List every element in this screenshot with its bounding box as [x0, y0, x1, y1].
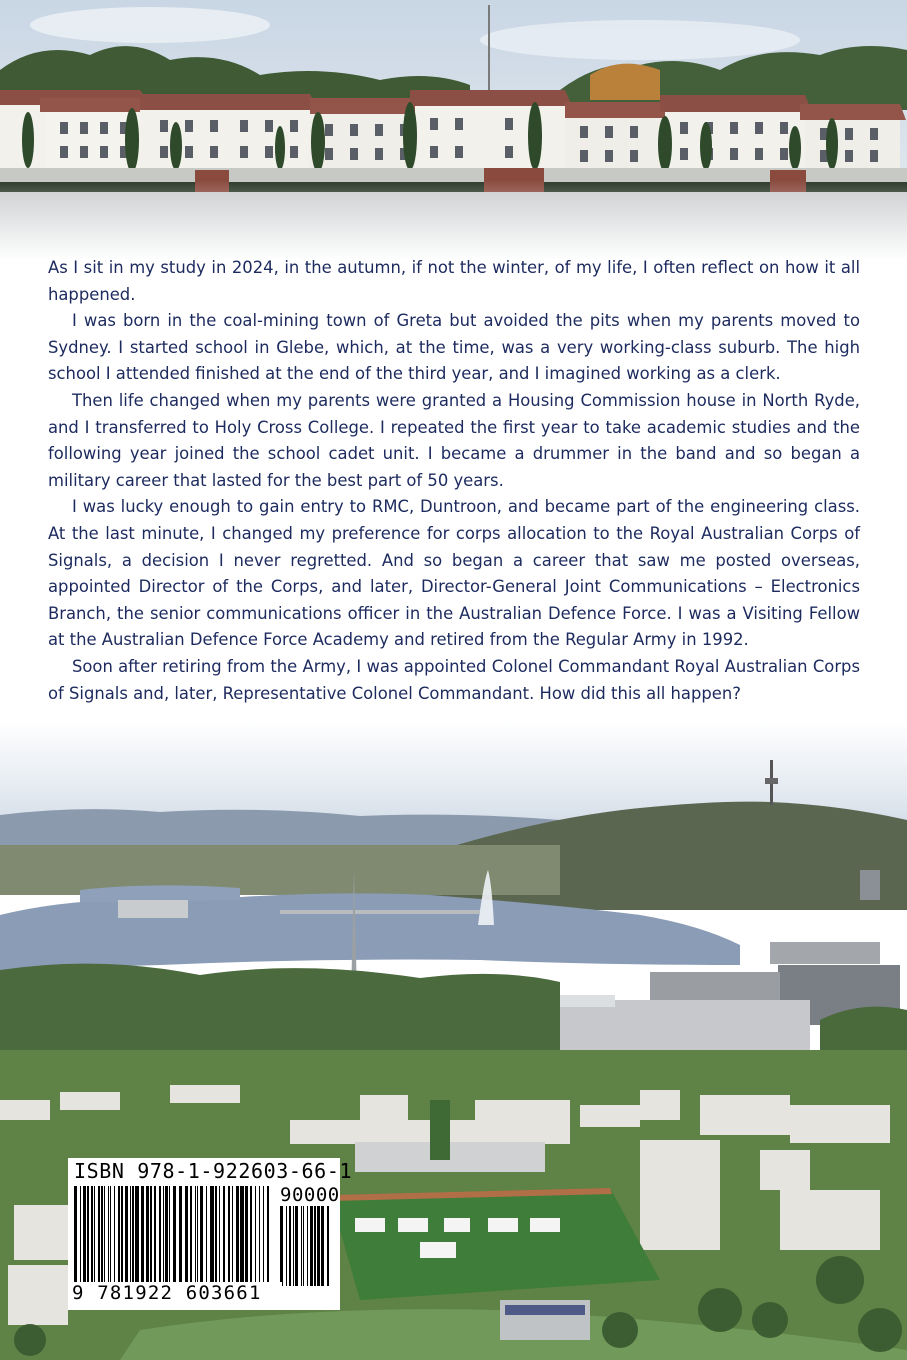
barcode-bar [94, 1186, 95, 1286]
barcode-addon-bars [280, 1206, 334, 1298]
barcode-bar [150, 1186, 152, 1286]
barcode-bar [232, 1186, 233, 1286]
barcode-bar [135, 1186, 139, 1286]
barcode-bar [317, 1206, 320, 1286]
barcode-bar [104, 1186, 105, 1286]
blurb-paragraph: Then life changed when my parents were granted a Housing Commission house in North Ryde, and I transferred to Holy Cross College. I repeated the first year to take academic studies and the following year joined the school cadet unit. I became a drummer in the band and so began a military career that lasted for the best part of 50 years. [48, 390, 860, 490]
barcode-bar [165, 1186, 168, 1286]
barcode-bar [219, 1186, 220, 1286]
barcode-bar [236, 1186, 239, 1286]
barcode-bar [310, 1206, 313, 1286]
barcode-bar [280, 1206, 283, 1286]
barcode-bar [206, 1186, 207, 1286]
barcode-bar [101, 1186, 103, 1286]
barcode-bar [121, 1186, 123, 1286]
barcode-bar [110, 1186, 111, 1286]
barcode-bar [185, 1186, 188, 1286]
barcode-price-code: 90000 [280, 1184, 340, 1206]
barcode-bar [303, 1206, 304, 1286]
barcode-bar [321, 1206, 324, 1286]
barcode-bar [195, 1186, 196, 1286]
barcode-bar [163, 1186, 164, 1286]
barcode-bar [295, 1206, 298, 1286]
barcode-bar [250, 1186, 252, 1286]
barcode-bar [301, 1206, 302, 1286]
barcode-bar [154, 1186, 156, 1286]
barcode-bar [190, 1186, 192, 1286]
barcode-bar [83, 1186, 86, 1286]
barcode-bar [259, 1186, 260, 1286]
barcode-bar [210, 1186, 214, 1286]
barcode-bar [289, 1206, 291, 1286]
top-photo-college-buildings [0, 0, 907, 260]
barcode-bar [307, 1206, 308, 1286]
barcode-bar [114, 1186, 115, 1286]
barcode-bar [327, 1206, 329, 1286]
barcode-bar [125, 1186, 128, 1286]
blurb-paragraph: Soon after retiring from the Army, I was appointed Colonel Commandant Royal Australian Corps of Signals and, later, Representative Colonel Commandant. How did this all happen? [48, 656, 860, 703]
barcode-bar [108, 1186, 109, 1286]
back-cover-blurb [48, 255, 860, 707]
barcode-bar [293, 1206, 294, 1286]
barcode-bar [223, 1186, 225, 1286]
barcode-bar [197, 1186, 198, 1286]
barcode-bar [146, 1186, 149, 1286]
barcode-bar [240, 1186, 244, 1286]
blurb-paragraph: I was lucky enough to gain entry to RMC, Duntroon, and became part of the engineering class. At the last minute, I changed my preference for corps allocation to the Royal Australian Corps of Signals, a decision I never regretted. And so began a career that saw me posted overseas, appointed Director of the Corps, and later, Director-General Joint Communications – Electronics Branch, the senior communications officer in the Australian Defence Force. I was a Visiting Fellow at the Australian Defence Force Academy and retired from the Regular Army in 1992. [48, 497, 860, 650]
isbn-barcode [68, 1158, 353, 1310]
barcode-bar [141, 1186, 144, 1286]
barcode-bar [132, 1186, 134, 1286]
barcode-bar [87, 1186, 89, 1286]
barcode-bar [91, 1186, 93, 1286]
barcode-bar [245, 1186, 248, 1286]
barcode-bar [98, 1186, 100, 1286]
isbn-label: ISBN 978-1-922603-66-1 [74, 1159, 353, 1183]
blurb-paragraph: I was born in the coal-mining town of Greta but avoided the pits when my parents moved to Sydney. I started school in Glebe, which, at the time, was a very working-class suburb. The high school I attended finished at the end of the third year, and I imagined working as a clerk. [48, 311, 860, 384]
barcode-bar [118, 1186, 120, 1286]
blurb-paragraph: As I sit in my study in 2024, in the autumn, if not the winter, of my life, I often reflect on how it all happened. [48, 258, 860, 304]
barcode-bar [314, 1206, 316, 1286]
barcode-digits: 9 781922 603661 [72, 1282, 282, 1304]
barcode-bar [200, 1186, 203, 1286]
barcode-bar [179, 1186, 182, 1286]
barcode-bar [215, 1186, 217, 1286]
barcode-bar [286, 1206, 287, 1286]
barcode-bar [130, 1186, 131, 1286]
barcode-bar [159, 1186, 161, 1286]
barcode-bar [228, 1186, 230, 1286]
barcode-bar [255, 1186, 256, 1286]
